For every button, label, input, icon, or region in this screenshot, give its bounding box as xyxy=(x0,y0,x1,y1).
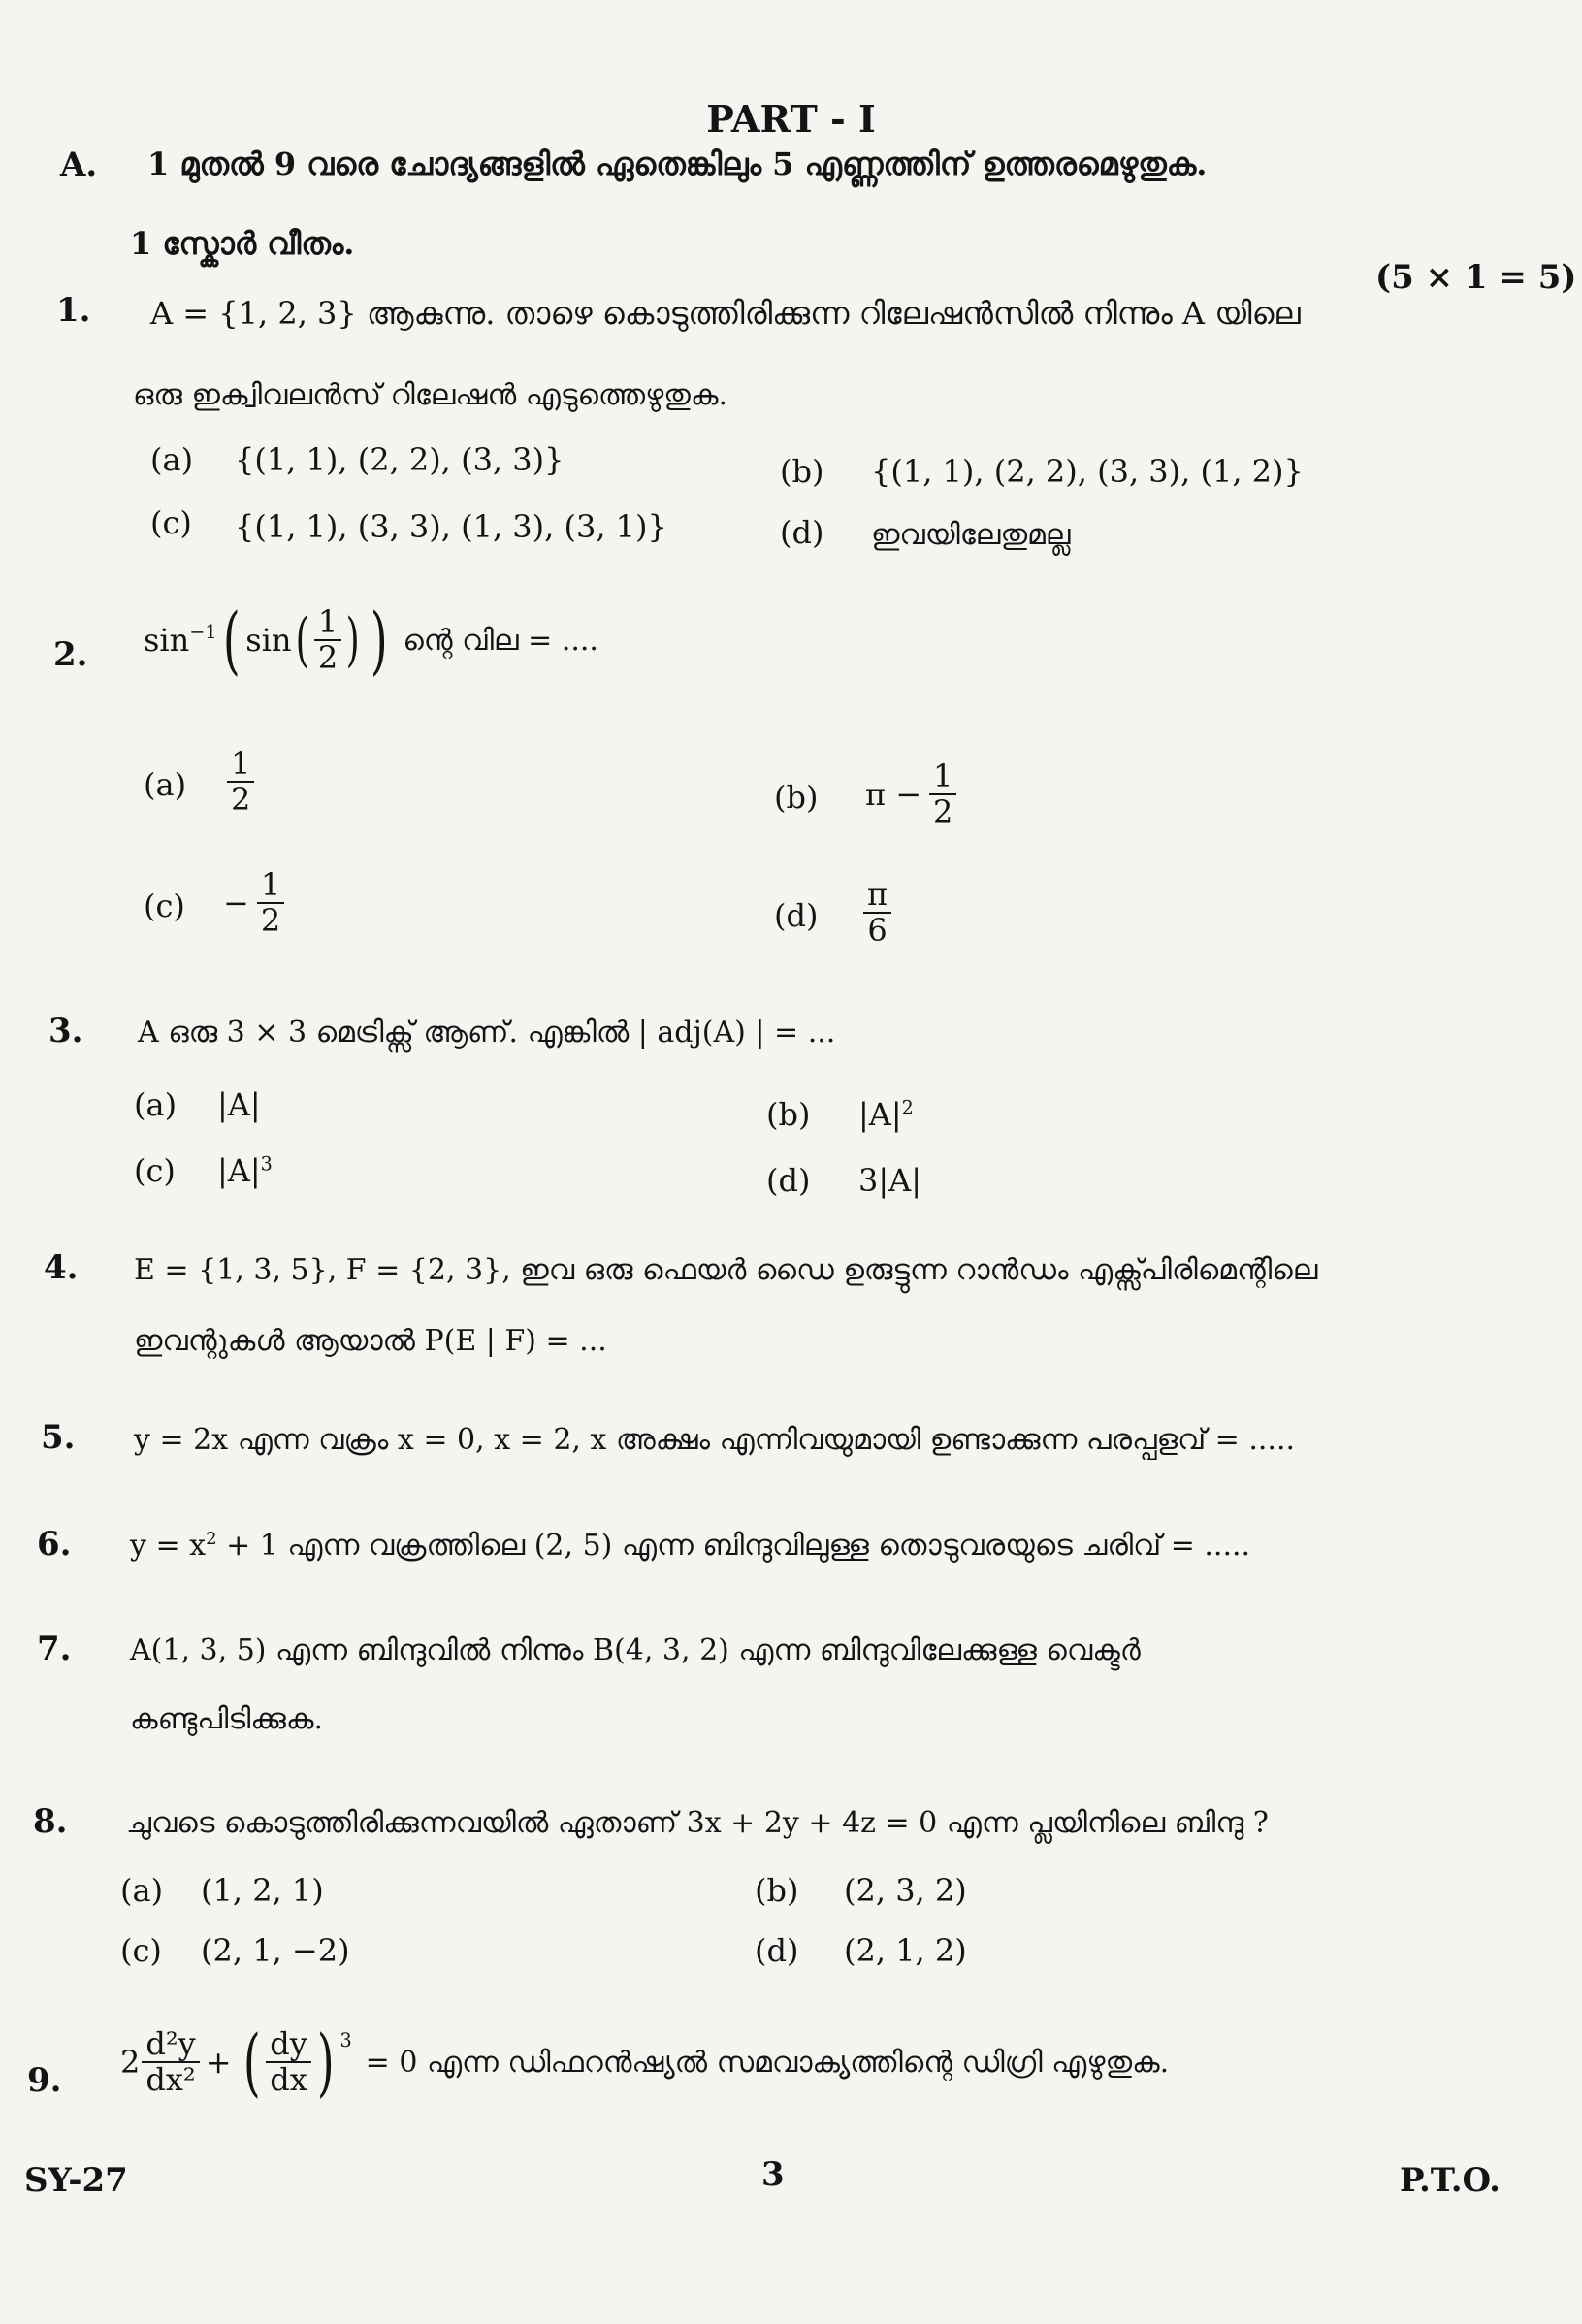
q7-text-1: A(1, 3, 5) എന്ന ബിന്ദുവിൽ നിന്നും B(4, 3, 2) എന്ന ബിന്ദുവിലേക്കുള്ള വെക്ടർ xyxy=(130,1633,1141,1667)
q2-option-d-label: (d) xyxy=(774,897,819,934)
page-number: 3 xyxy=(761,2155,785,2194)
q8-option-a-label: (a) xyxy=(120,1872,164,1909)
q2-option-c: − $\frac{1}{2}$ xyxy=(223,868,284,938)
q1-option-a: {(1, 1), (2, 2), (3, 3)} xyxy=(235,441,565,478)
q2-number: 2. xyxy=(53,635,88,674)
q8-option-d: (2, 1, 2) xyxy=(844,1932,967,1969)
q8-option-b-label: (b) xyxy=(755,1872,799,1909)
section-marks: (5 × 1 = 5) xyxy=(1375,258,1577,297)
q1-option-d: ഇവയിലേതുമല്ല xyxy=(871,518,1071,552)
q2-option-a-label: (a) xyxy=(144,766,187,803)
q3-option-a: |A| xyxy=(217,1086,261,1123)
paper-code: SY-27 xyxy=(24,2161,128,2200)
q9-paren-close: ) xyxy=(316,2018,335,2105)
q9-cube: 3 xyxy=(339,2029,352,2051)
q8-option-c-label: (c) xyxy=(120,1932,162,1969)
q2-option-b: π − $\frac{1}{2}$ xyxy=(865,759,956,829)
section-instruction-1: 1 മുതൽ 9 വരെ ചോദ്യങ്ങളിൽ ഏതെങ്കിലും 5 എണ്ണത്തിന് ഉത്തരമെഴുതുക. xyxy=(147,145,1208,182)
q3-number: 3. xyxy=(48,1012,83,1050)
q2-paren-inner-open: ( xyxy=(296,606,310,674)
q6-text: $y = x^2 + 1$ എന്ന വക്രത്തിലെ (2, 5) എന്ന ബിന്ദുവിലുള്ള തൊടുവരയുടെ ചരിവ് = ..... xyxy=(130,1529,1251,1563)
q5-number: 5. xyxy=(41,1418,76,1457)
q5-text: y = 2x എന്ന വക്രം x = 0, x = 2, x അക്ഷം എന്നിവയുമായി ഉണ്ടാക്കുന്ന പരപ്പളവ് = ..... xyxy=(134,1423,1296,1457)
q1-option-c-label: (c) xyxy=(150,504,192,541)
q3-option-b-label: (b) xyxy=(766,1096,811,1133)
q8-option-b: (2, 3, 2) xyxy=(844,1872,967,1909)
part-title: PART - I xyxy=(706,97,876,141)
q2-option-d: $\frac{\pi}{6}$ xyxy=(863,878,891,948)
q2-inverse: −1 xyxy=(189,621,217,643)
q1-option-b-label: (b) xyxy=(780,453,824,490)
q9-second-derivative: $\frac{\text{d²y}}{\text{dx²}}$ xyxy=(142,2027,199,2097)
q9-number: 9. xyxy=(27,2061,62,2100)
q2-sin-inner: sin xyxy=(245,622,292,659)
q1-option-d-label: (d) xyxy=(780,514,824,551)
q2-paren-inner-close: ) xyxy=(345,606,361,674)
section-instruction-2: 1 സ്കോർ വീതം. xyxy=(130,225,355,262)
pto-label: P.T.O. xyxy=(1400,2161,1501,2200)
q2-half: $\frac{1}{2}$ xyxy=(314,605,341,675)
q2-option-c-label: (c) xyxy=(144,888,185,924)
section-label: A. xyxy=(60,145,98,184)
q2-expression xyxy=(144,597,598,683)
q2-paren-open: ( xyxy=(222,597,241,683)
q2-option-a: $\frac{1}{2}$ xyxy=(227,747,254,817)
q2-sin-outer: sin xyxy=(144,622,190,659)
q8-number: 8. xyxy=(33,1802,68,1841)
q9-text: = 0 എന്ന ഡിഫറൻഷ്യൽ സമവാക്യത്തിന്റെ ഡിഗ്രി എഴുതുക. xyxy=(365,2045,1170,2080)
q2-suffix: ന്റെ വില = .... xyxy=(403,623,598,658)
q1-option-a-label: (a) xyxy=(150,441,194,478)
q9-equation: 2 $\frac{\text{d²y}}{\text{dx²}}$ + ( $\frac{dy}{dx}$ ) $^3$ = 0 എന്ന ഡിഫറൻഷ്യൽ സമവാക്യത്തിന്റെ ഡിഗ്രി എഴുതുക. xyxy=(120,2018,1170,2105)
q3-option-d-label: (d) xyxy=(766,1162,811,1199)
q1-option-b: {(1, 1), (2, 2), (3, 3), (1, 2)} xyxy=(871,453,1304,490)
q7-number: 7. xyxy=(37,1630,72,1668)
q1-text-2: ഒരു ഇക്വിവലൻസ് റിലേഷൻ എടുത്തെഴുതുക. xyxy=(133,378,728,412)
q8-option-a: (1, 2, 1) xyxy=(201,1872,324,1909)
q3-option-d: 3|A| xyxy=(858,1162,922,1199)
q1-text-1: A = {1, 2, 3} ആകുന്നു. താഴെ കൊടുത്തിരിക്കുന്ന റിലേഷൻസിൽ നിന്നും A യിലെ xyxy=(150,295,1301,332)
q3-option-c: $|A|^3$ xyxy=(217,1152,273,1189)
q9-paren-open: ( xyxy=(242,2018,261,2105)
q3-option-a-label: (a) xyxy=(134,1086,178,1123)
q6-number: 6. xyxy=(37,1525,72,1564)
q7-text-2: കണ്ടുപിടിക്കുക. xyxy=(130,1702,324,1736)
q8-option-d-label: (d) xyxy=(755,1932,799,1969)
q3-option-b: $|A|^2$ xyxy=(858,1096,914,1133)
q4-number: 4. xyxy=(44,1248,79,1287)
q4-text-1: E = {1, 3, 5}, F = {2, 3}, ഇവ ഒരു ഫെയർ ഡൈ ഉരുട്ടുന്ന റാൻഡം എക്സ്പിരിമെന്റിലെ xyxy=(134,1253,1318,1287)
q4-text-2: ഇവന്റുകൾ ആയാൽ P(E | F) = ... xyxy=(134,1324,607,1358)
q3-text: A ഒരു 3 × 3 മെട്രിക്സ് ആണ്. എങ്കിൽ | adj(A) | = ... xyxy=(138,1016,836,1049)
q8-text: ചുവടെ കൊടുത്തിരിക്കുന്നവയിൽ ഏതാണ് 3x + 2y + 4z = 0 എന്ന പ്ലയിനിലെ ബിന്ദു ? xyxy=(126,1806,1269,1840)
q9-first-derivative: $\frac{dy}{dx}$ xyxy=(266,2027,311,2097)
q3-option-c-label: (c) xyxy=(134,1152,176,1189)
q2-paren-close: ) xyxy=(370,597,388,683)
q1-option-c: {(1, 1), (3, 3), (1, 3), (3, 1)} xyxy=(235,508,667,545)
q2-option-b-label: (b) xyxy=(774,779,819,816)
q1-number: 1. xyxy=(56,291,91,330)
q8-option-c: (2, 1, −2) xyxy=(201,1932,350,1969)
